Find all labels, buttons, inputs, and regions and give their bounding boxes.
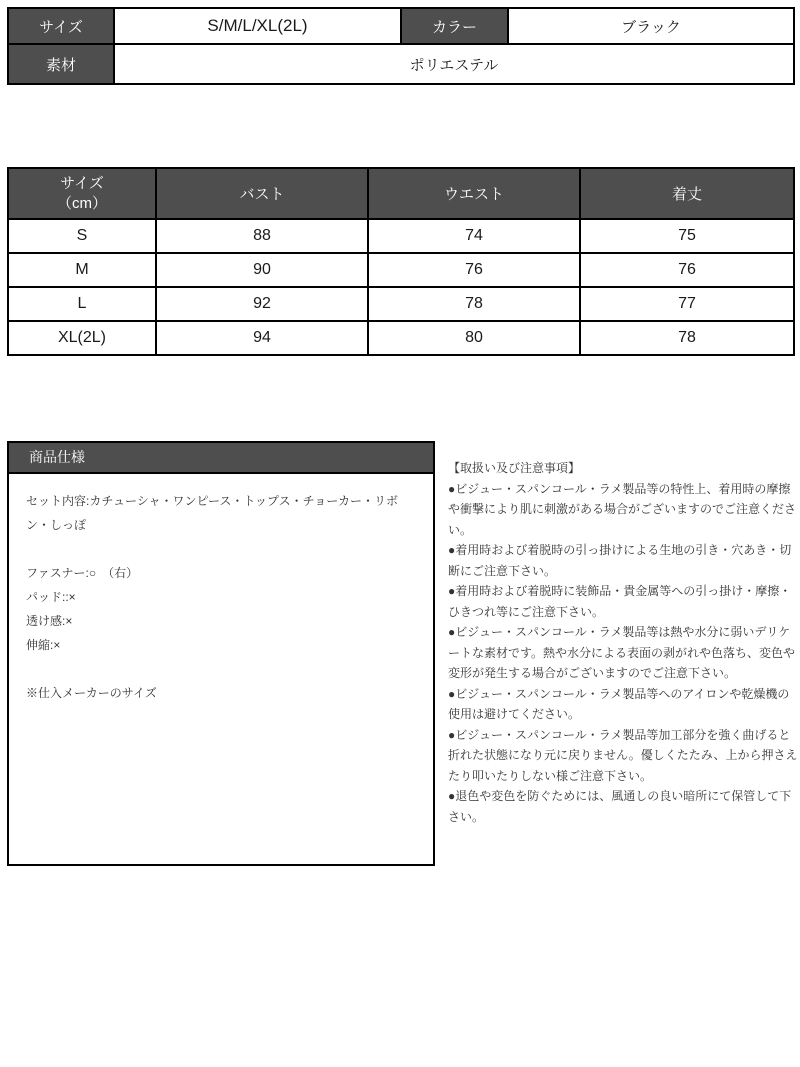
stretch-line: 伸縮:× <box>26 638 61 652</box>
care-instruction-item: ●ビジュー・スパンコール・ラメ製品等は熱や水分に弱いデリケートな素材です。熱や水分による表面の剥がれや色落ち、変色や変形が発生する場合がございますのでご注意下さい。 <box>448 625 796 680</box>
product-spec-table <box>7 7 795 85</box>
size-row-l <box>8 287 794 321</box>
product-spec-box-title: 商品仕様 <box>9 443 433 474</box>
size-row-m <box>8 253 794 287</box>
length-cell: 75 <box>580 219 794 253</box>
bust-cell: 90 <box>156 253 368 287</box>
color-value-cell: ブラック <box>508 8 794 44</box>
spec-row-size-color <box>8 8 794 44</box>
material-value-cell: ポリエステル <box>114 44 794 84</box>
care-instruction-item: ●退色や変色を防ぐためには、風通しの良い暗所にて保管して下さい。 <box>448 789 792 824</box>
size-cell: M <box>8 253 156 287</box>
care-instructions-title: 【取扱い及び注意事項】 <box>448 461 581 475</box>
size-row-s <box>8 219 794 253</box>
spec-row-material <box>8 44 794 84</box>
length-cell: 76 <box>580 253 794 287</box>
size-header-line1: サイズ <box>60 174 104 192</box>
waist-cell: 76 <box>368 253 580 287</box>
size-cell: L <box>8 287 156 321</box>
length-cell: 77 <box>580 287 794 321</box>
length-header-cell: 着丈 <box>580 168 794 219</box>
care-instruction-item: ●ビジュー・スパンコール・ラメ製品等の特性上、着用時の摩擦や衝撃により肌に刺激がある場合がございますのでご注意ください。 <box>448 481 797 537</box>
product-spec-box-content <box>9 474 433 705</box>
care-instruction-item: ●着用時および着脱時に装飾品・貴金属等への引っ掛け・摩擦・ひきつれ等にご注意下さい。 <box>448 584 792 619</box>
bust-cell: 92 <box>156 287 368 321</box>
size-chart-table <box>7 167 795 356</box>
size-cm-header-cell <box>8 168 156 219</box>
care-instruction-item: ●ビジュー・スパンコール・ラメ製品等へのアイロンや乾燥機の使用は避けてください。 <box>448 686 790 721</box>
care-instruction-item: ●着用時および着脱時の引っ掛けによる生地の引き・穴あき・切断にご注意下さい。 <box>448 543 792 578</box>
set-contents-line: セット内容:カチューシャ・ワンピース・トップス・チョーカー・リボン・しっぽ <box>26 494 398 532</box>
care-instructions <box>448 458 798 827</box>
length-cell: 78 <box>580 321 794 355</box>
waist-header-cell: ウエスト <box>368 168 580 219</box>
size-cell: XL(2L) <box>8 321 156 355</box>
size-label-cell: サイズ <box>8 8 114 44</box>
size-cell: S <box>8 219 156 253</box>
size-chart-header-row <box>8 168 794 219</box>
bust-cell: 94 <box>156 321 368 355</box>
material-label-cell: 素材 <box>8 44 114 84</box>
waist-cell: 78 <box>368 287 580 321</box>
pad-line: パッド::× <box>26 590 76 604</box>
sheerness-line: 透け感:× <box>26 614 73 628</box>
care-instruction-item: ●ビジュー・スパンコール・ラメ製品等加工部分を強く曲げると折れた状態になり元に戻りません。優しくたたみ、上から押さえたり叩いたりしない様ご注意下さい。 <box>448 727 798 783</box>
product-spec-box <box>7 441 435 866</box>
size-row-xl2l <box>8 321 794 355</box>
size-value-cell: S/M/L/XL(2L) <box>114 8 401 44</box>
maker-size-note: ※仕入メーカーのサイズ <box>26 686 157 700</box>
fastener-line: ファスナー:○ （右） <box>26 566 139 580</box>
waist-cell: 74 <box>368 219 580 253</box>
bust-cell: 88 <box>156 219 368 253</box>
bust-header-cell: バスト <box>156 168 368 219</box>
waist-cell: 80 <box>368 321 580 355</box>
size-header-line2: （cm） <box>57 194 107 212</box>
color-label-cell: カラー <box>401 8 508 44</box>
